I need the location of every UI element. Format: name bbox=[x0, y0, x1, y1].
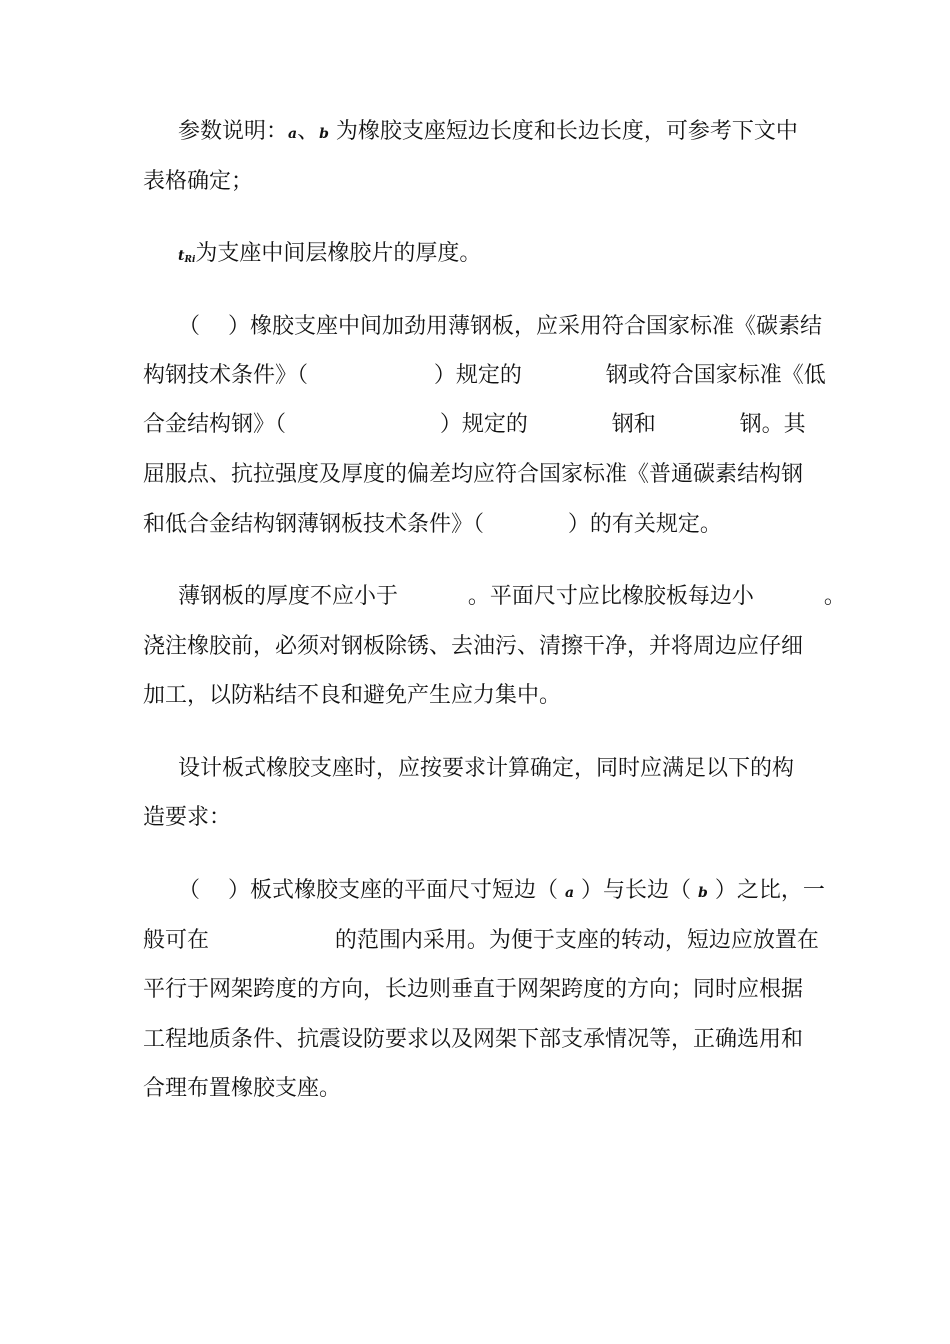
paragraph-3-line-1 bbox=[178, 307, 822, 347]
paragraph-1-line-1 bbox=[178, 112, 813, 152]
variable-b: b bbox=[698, 885, 708, 901]
param-desc-text: 为橡胶支座短边长度和长边长度，可参考下文中 bbox=[328, 119, 798, 144]
paragraph-text: 构钢技术条件》（ ）规定的 钢或符合国家标准《低 bbox=[143, 363, 826, 388]
paragraph-text: 加工，以防粘结不良和避免产生应力集中。 bbox=[143, 683, 562, 708]
paragraph-text: 合金结构钢》（ ）规定的 钢和 钢。其 bbox=[143, 412, 806, 437]
paragraph-text: 为支座中间层橡胶片的厚度。 bbox=[195, 241, 482, 266]
paragraph-6-line-5 bbox=[143, 1069, 813, 1109]
paragraph-5-line-1 bbox=[178, 749, 813, 789]
paragraph-text: 表格确定； bbox=[143, 169, 254, 194]
variable-b: b bbox=[319, 126, 329, 142]
separator-text: 、 bbox=[297, 119, 320, 144]
paragraph-5-line-2 bbox=[143, 798, 813, 838]
paragraph-6-line-2 bbox=[143, 921, 819, 961]
paragraph-text: 薄钢板的厚度不应小于 。平面尺寸应比橡胶板每边小 。 bbox=[178, 584, 846, 609]
paragraph-text: 工程地质条件、抗震设防要求以及网架下部支承情况等，正确选用和 bbox=[143, 1027, 804, 1052]
paragraph-text: 和低合金结构钢薄钢板技术条件》（ ）的有关规定。 bbox=[143, 512, 722, 537]
paragraph-text: ）与长边（ bbox=[574, 878, 699, 903]
paragraph-1-line-2 bbox=[143, 162, 813, 202]
variable-a: a bbox=[288, 126, 298, 142]
variable-a: a bbox=[564, 885, 575, 901]
paragraph-text: 般可在 的范围内采用。为便于支座的转动，短边应放置在 bbox=[143, 928, 819, 953]
paragraph-text: （ ）板式橡胶支座的平面尺寸短边（ bbox=[178, 878, 565, 903]
variable-t: t bbox=[178, 248, 185, 264]
paragraph-text: 合理布置橡胶支座。 bbox=[143, 1076, 342, 1101]
paragraph-text: 平行于网架跨度的方向，长边则垂直于网架跨度的方向；同时应根据 bbox=[143, 977, 804, 1002]
paragraph-4-line-1 bbox=[178, 577, 846, 617]
paragraph-4-line-3 bbox=[143, 676, 813, 716]
paragraph-text: 造要求： bbox=[143, 805, 232, 830]
paragraph-3-line-5 bbox=[143, 505, 813, 545]
paragraph-3-line-3 bbox=[143, 405, 813, 445]
variable-t-subscript: Ri bbox=[184, 255, 196, 265]
paragraph-6-line-4 bbox=[143, 1020, 813, 1060]
paragraph-text: （ ）橡胶支座中间加劲用薄钢板，应采用符合国家标准《碳素结 bbox=[178, 314, 822, 339]
paragraph-text: 设计板式橡胶支座时，应按要求计算确定，同时应满足以下的构 bbox=[178, 756, 795, 781]
paragraph-3-line-2 bbox=[143, 356, 826, 396]
paragraph-6-line-1 bbox=[178, 871, 825, 911]
paragraph-3-line-4 bbox=[143, 455, 813, 495]
paragraph-6-line-3 bbox=[143, 970, 813, 1010]
paragraph-text: 屈服点、抗拉强度及厚度的偏差均应符合国家标准《普通碳素结构钢 bbox=[143, 462, 804, 487]
paragraph-text: 浇注橡胶前，必须对钢板除锈、去油污、清擦干净，并将周边应仔细 bbox=[143, 634, 804, 659]
param-intro-text: 参数说明： bbox=[178, 119, 289, 144]
paragraph-2-line-1 bbox=[178, 234, 813, 274]
paragraph-4-line-2 bbox=[143, 627, 813, 667]
paragraph-text: ）之比，一 bbox=[707, 878, 825, 903]
